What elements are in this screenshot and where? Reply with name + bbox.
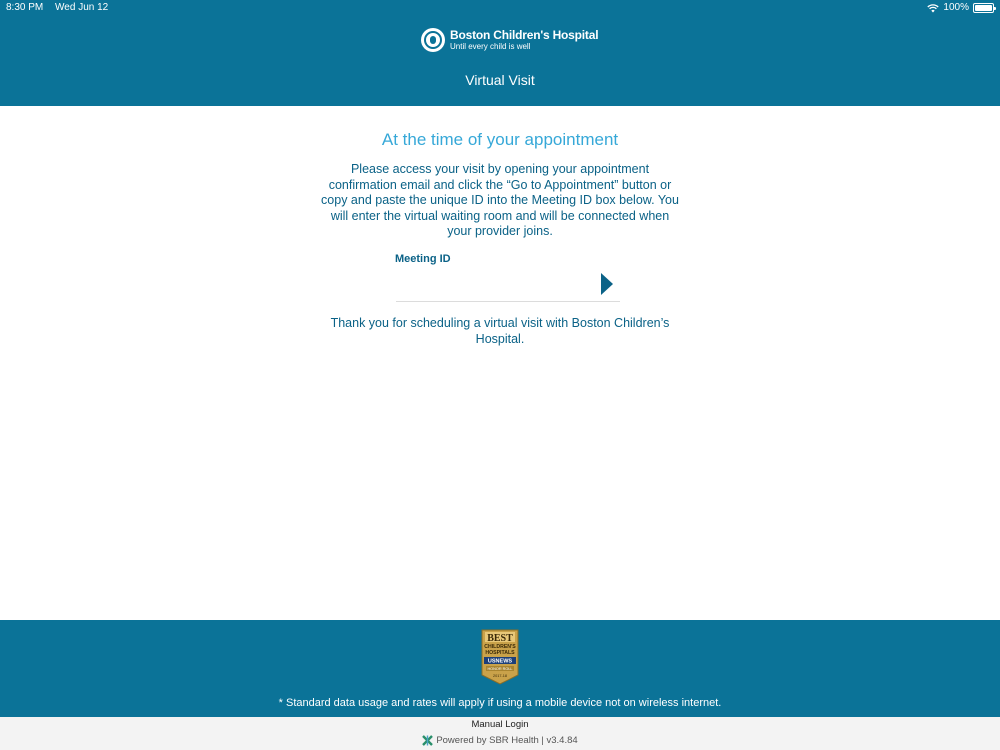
battery-percent: 100% [943,2,969,13]
meeting-id-underline [396,301,620,302]
badge-line4: USNEWS [487,658,513,665]
battery-level [975,5,992,11]
hospital-logo [421,28,598,52]
meeting-id-label: Meeting ID [395,253,451,265]
wifi-icon [927,4,939,13]
sbr-health-logo-icon [422,735,433,746]
status-right [927,0,994,16]
footer [0,620,1000,717]
data-usage-disclaimer: * Standard data usage and rates will apply if using a mobile device not on wireless internet. [278,697,722,709]
thanks-text: Thank you for scheduling a virtual visit with Boston Children’s Hospital. [330,316,670,346]
logo-name: Boston Children's Hospital [450,28,599,42]
header [0,16,1000,106]
go-button[interactable] [598,272,616,296]
badge-line3: HOSPITALS [485,650,515,656]
battery-icon [973,3,994,13]
main-content [0,106,1000,620]
bottom-bar [0,717,1000,750]
page-title: Virtual Visit [465,72,535,88]
powered-by-text: Powered by SBR Health | v3.4.84 [436,735,578,746]
powered-by [0,735,1000,746]
status-date: Wed Jun 12 [55,2,109,13]
status-left [6,0,108,16]
hospital-logo-icon [421,28,445,52]
us-news-best-childrens-hospitals-badge [481,629,519,685]
status-time: 8:30 PM [6,2,44,13]
badge-line5: HONOR ROLL [487,667,513,671]
meeting-id-input[interactable] [396,271,596,297]
logo-tagline: Until every child is well [450,42,531,51]
status-bar [0,0,1000,16]
badge-line1: BEST [487,633,513,644]
manual-login-link[interactable]: Manual Login [471,719,529,730]
play-arrow-icon [600,273,614,295]
badge-line2: CHILDREN'S [484,644,516,650]
appointment-heading: At the time of your appointment [381,130,619,149]
instructions-text: Please access your visit by opening your appointment confirmation email and click the “Go to Appointment” button or copy and paste the unique ID into the Meeting ID box below. You will enter the virtual waiting room and will be connected when your provider joins. [321,162,679,239]
badge-line6: 2017-18 [493,674,507,678]
